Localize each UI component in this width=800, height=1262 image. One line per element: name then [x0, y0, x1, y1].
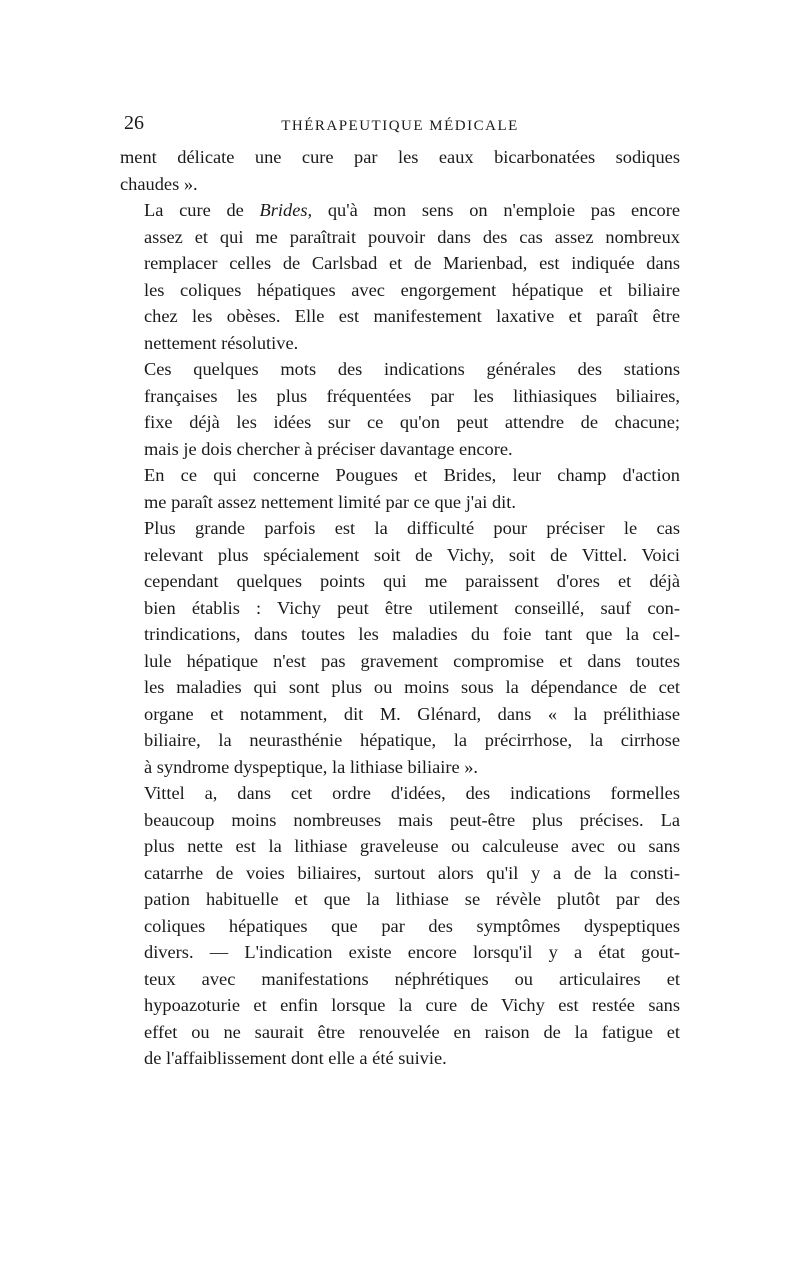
text-line: pation habituelle et que la lithiase se révèle plutôt par des	[144, 889, 680, 909]
text-line: cependant quelques points qui me paraissent d'ores et déjà	[144, 571, 680, 591]
text-line: nettement résolutive.	[144, 332, 299, 353]
text-line: les coliques hépatiques avec engorgement hépatique et biliaire	[144, 279, 680, 300]
text-line: En ce qui concerne Pougues et Brides, leur champ d'action	[144, 465, 680, 485]
body-text	[120, 144, 680, 1072]
text-line: relevant plus spécialement soit de Vichy, soit de Vittel. Voici	[144, 544, 680, 565]
text-line: me paraît assez nettement limité par ce que j'ai dit.	[144, 491, 516, 512]
page-header	[120, 112, 680, 142]
text-line: fixe déjà les idées sur ce qu'on peut attendre de chacune;	[144, 412, 680, 432]
running-title: THÉRAPEUTIQUE MÉDICALE	[281, 118, 519, 134]
text-line: lule hépatique n'est pas gravement compromise et dans toutes	[144, 650, 680, 671]
text-line: hypoazoturie et enfin lorsque la cure de Vichy est restée sans	[144, 995, 680, 1015]
text-line: effet ou ne saurait être renouvelée en raison de la fatigue et	[144, 1021, 680, 1042]
text-line: Plus grande parfois est la difficulté pour préciser le cas	[144, 518, 680, 538]
text-line: les maladies qui sont plus ou moins sous la dépendance de cet	[144, 677, 680, 697]
paragraph	[120, 462, 680, 515]
text-line: plus nette est la lithiase graveleuse ou calculeuse avec ou sans	[144, 836, 680, 856]
paragraph	[120, 356, 680, 462]
page-number: 26	[124, 112, 144, 134]
paragraph	[120, 144, 680, 197]
text-line: Ces quelques mots des indications générales des stations	[144, 359, 680, 379]
text-line: coliques hépatiques que par des symptômes dyspeptiques	[144, 915, 680, 936]
text-line: chaudes ».	[120, 173, 198, 194]
text-line: françaises les plus fréquentées par les lithiasiques biliaires,	[144, 385, 680, 406]
book-page	[120, 112, 680, 1072]
paragraph	[120, 515, 680, 780]
text-line: remplacer celles de Carlsbad et de Marienbad, est indiquée dans	[144, 253, 680, 273]
paragraph	[120, 780, 680, 1072]
text-line: teux avec manifestations néphrétiques ou articulaires et	[144, 968, 680, 989]
text-line: Vittel a, dans cet ordre d'idées, des indications formelles	[144, 783, 680, 803]
text-line: à syndrome dyspeptique, la lithiase biliaire ».	[144, 756, 479, 777]
text-line: beaucoup moins nombreuses mais peut-être plus précises. La	[144, 809, 680, 830]
paragraph	[120, 197, 680, 356]
text-line: La cure de Brides, qu'à mon sens on n'emploie pas encore	[144, 200, 680, 220]
text-line: divers. — L'indication existe encore lorsqu'il y a état gout-	[144, 942, 680, 962]
text-line: catarrhe de voies biliaires, surtout alors qu'il y a de la consti-	[144, 862, 680, 883]
text-line: trindications, dans toutes les maladies du foie tant que la cel-	[144, 624, 680, 644]
text-line: mais je dois chercher à préciser davantage encore.	[144, 438, 513, 459]
text-line: bien établis : Vichy peut être utilement conseillé, sauf con-	[144, 597, 680, 618]
text-line: organe et notamment, dit M. Glénard, dans « la prélithiase	[144, 703, 680, 724]
text-line: chez les obèses. Elle est manifestement laxative et paraît être	[144, 306, 680, 326]
text-line: de l'affaiblissement dont elle a été suivie.	[144, 1048, 447, 1068]
text-line: assez et qui me paraîtrait pouvoir dans des cas assez nombreux	[144, 226, 680, 247]
text-line: biliaire, la neurasthénie hépatique, la précirrhose, la cirrhose	[144, 730, 680, 750]
text-line: ment délicate une cure par les eaux bicarbonatées sodiques	[120, 147, 680, 167]
